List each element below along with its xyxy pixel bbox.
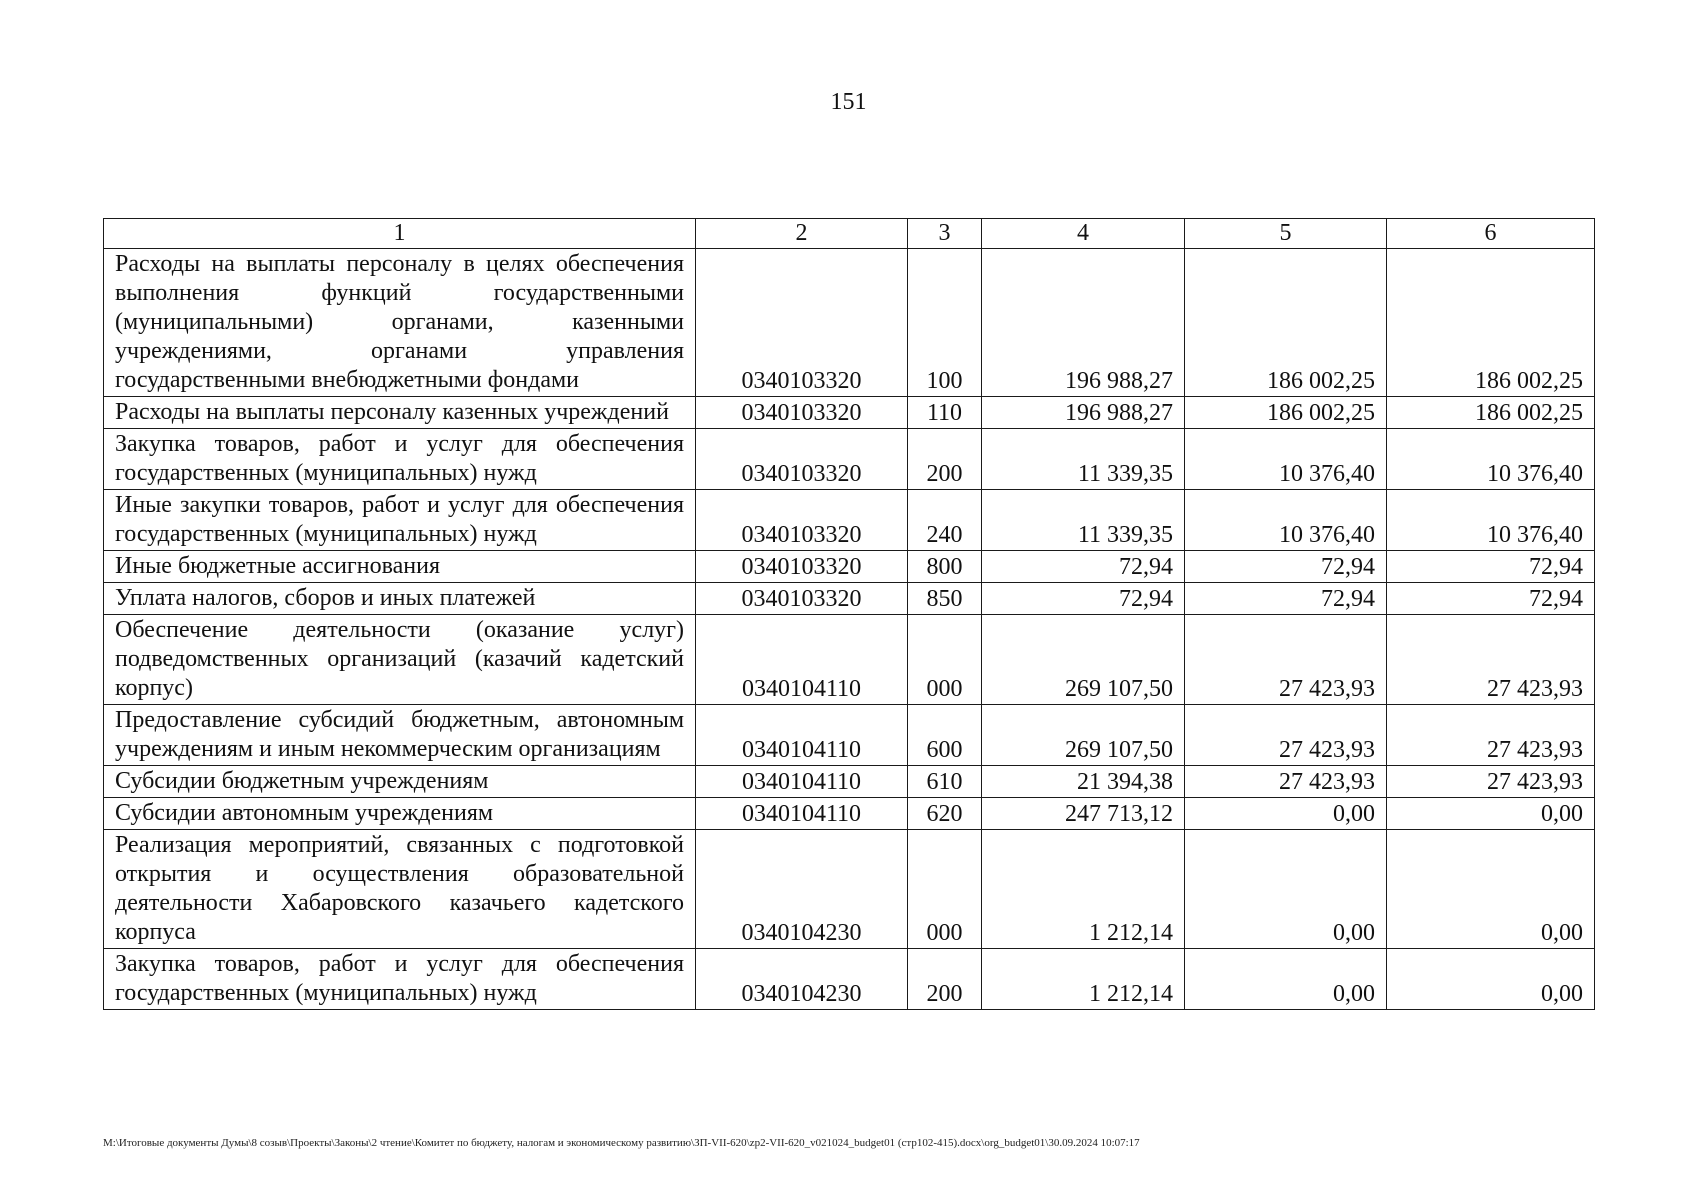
expense-name-cell: Иные закупки товаров, работ и услуг для обеспечения государственных (муниципальных) нужд xyxy=(104,490,696,551)
amount-col6-cell: 72,94 xyxy=(1387,583,1595,615)
expense-type-cell: 850 xyxy=(908,583,982,615)
expense-name-cell: Уплата налогов, сборов и иных платежей xyxy=(104,583,696,615)
amount-col6-cell: 0,00 xyxy=(1387,798,1595,830)
amount-col6-cell: 10 376,40 xyxy=(1387,429,1595,490)
expense-type-cell: 200 xyxy=(908,429,982,490)
amount-col6-cell: 186 002,25 xyxy=(1387,397,1595,429)
amount-col5-cell: 10 376,40 xyxy=(1185,490,1387,551)
page-number: 151 xyxy=(830,89,867,115)
footer-file-path: M:\Итоговые документы Думы\8 созыв\Проекты\Законы\2 чтение\Комитет по бюджету, налогам и экономическому развитию\ЗП-VII-620\zp2-VII-620_v021024_budget01 (стр102-415).docx\org_budget01\30.09.2024 10:07:17 xyxy=(103,1137,1140,1149)
amount-col4-cell: 1 212,14 xyxy=(982,830,1185,949)
amount-col4-cell: 11 339,35 xyxy=(982,429,1185,490)
amount-col6-cell: 72,94 xyxy=(1387,551,1595,583)
amount-col4-cell: 72,94 xyxy=(982,583,1185,615)
amount-col4-cell: 196 988,27 xyxy=(982,397,1185,429)
amount-col6-cell: 27 423,93 xyxy=(1387,766,1595,798)
table-row xyxy=(104,397,1595,429)
table-row xyxy=(104,615,1595,705)
target-code-cell: 0340104230 xyxy=(696,830,908,949)
amount-col5-cell: 72,94 xyxy=(1185,551,1387,583)
expense-type-cell: 620 xyxy=(908,798,982,830)
table-row xyxy=(104,429,1595,490)
expense-name-cell: Закупка товаров, работ и услуг для обеспечения государственных (муниципальных) нужд xyxy=(104,949,696,1010)
amount-col5-cell: 186 002,25 xyxy=(1185,249,1387,397)
amount-col4-cell: 196 988,27 xyxy=(982,249,1185,397)
column-header: 4 xyxy=(982,219,1185,249)
expense-type-cell: 240 xyxy=(908,490,982,551)
amount-col5-cell: 10 376,40 xyxy=(1185,429,1387,490)
amount-col5-cell: 27 423,93 xyxy=(1185,766,1387,798)
expense-name-cell: Расходы на выплаты персоналу казенных учреждений xyxy=(104,397,696,429)
target-code-cell: 0340103320 xyxy=(696,490,908,551)
column-header: 5 xyxy=(1185,219,1387,249)
table-row xyxy=(104,766,1595,798)
amount-col5-cell: 0,00 xyxy=(1185,830,1387,949)
expense-type-cell: 000 xyxy=(908,615,982,705)
column-header: 6 xyxy=(1387,219,1595,249)
amount-col5-cell: 27 423,93 xyxy=(1185,615,1387,705)
amount-col4-cell: 247 713,12 xyxy=(982,798,1185,830)
target-code-cell: 0340103320 xyxy=(696,583,908,615)
column-header: 2 xyxy=(696,219,908,249)
expense-type-cell: 200 xyxy=(908,949,982,1010)
amount-col5-cell: 186 002,25 xyxy=(1185,397,1387,429)
table-header-row xyxy=(104,219,1595,249)
amount-col5-cell: 0,00 xyxy=(1185,949,1387,1010)
table-row xyxy=(104,551,1595,583)
table-body xyxy=(104,249,1595,1010)
expense-name-cell: Субсидии бюджетным учреждениям xyxy=(104,766,696,798)
table-row xyxy=(104,830,1595,949)
target-code-cell: 0340103320 xyxy=(696,551,908,583)
amount-col6-cell: 10 376,40 xyxy=(1387,490,1595,551)
expense-type-cell: 100 xyxy=(908,249,982,397)
amount-col5-cell: 0,00 xyxy=(1185,798,1387,830)
expense-name-cell: Закупка товаров, работ и услуг для обеспечения государственных (муниципальных) нужд xyxy=(104,429,696,490)
amount-col4-cell: 21 394,38 xyxy=(982,766,1185,798)
target-code-cell: 0340104110 xyxy=(696,798,908,830)
expense-type-cell: 110 xyxy=(908,397,982,429)
target-code-cell: 0340103320 xyxy=(696,429,908,490)
expense-name-cell: Иные бюджетные ассигнования xyxy=(104,551,696,583)
expense-name-cell: Расходы на выплаты персоналу в целях обеспечения выполнения функций государственными (муниципальными) органами, казенными учреждениями, органами управления государственными внебюджетными фондами xyxy=(104,249,696,397)
target-code-cell: 0340104110 xyxy=(696,615,908,705)
target-code-cell: 0340104110 xyxy=(696,705,908,766)
target-code-cell: 0340104110 xyxy=(696,766,908,798)
amount-col5-cell: 27 423,93 xyxy=(1185,705,1387,766)
target-code-cell: 0340103320 xyxy=(696,249,908,397)
table-row xyxy=(104,949,1595,1010)
target-code-cell: 0340103320 xyxy=(696,397,908,429)
amount-col4-cell: 269 107,50 xyxy=(982,615,1185,705)
expense-name-cell: Обеспечение деятельности (оказание услуг) подведомственных организаций (казачий кадетский корпус) xyxy=(104,615,696,705)
amount-col4-cell: 11 339,35 xyxy=(982,490,1185,551)
budget-table xyxy=(103,218,1595,1010)
amount-col6-cell: 27 423,93 xyxy=(1387,615,1595,705)
amount-col5-cell: 72,94 xyxy=(1185,583,1387,615)
expense-name-cell: Предоставление субсидий бюджетным, автономным учреждениям и иным некоммерческим организациям xyxy=(104,705,696,766)
expense-type-cell: 600 xyxy=(908,705,982,766)
amount-col4-cell: 72,94 xyxy=(982,551,1185,583)
expense-type-cell: 000 xyxy=(908,830,982,949)
table-row xyxy=(104,583,1595,615)
expense-type-cell: 610 xyxy=(908,766,982,798)
expense-type-cell: 800 xyxy=(908,551,982,583)
amount-col6-cell: 27 423,93 xyxy=(1387,705,1595,766)
target-code-cell: 0340104230 xyxy=(696,949,908,1010)
table-row xyxy=(104,705,1595,766)
expense-name-cell: Реализация мероприятий, связанных с подготовкой открытия и осуществления образовательной деятельности Хабаровского казачьего кадетского корпуса xyxy=(104,830,696,949)
table-row xyxy=(104,249,1595,397)
table-row xyxy=(104,490,1595,551)
amount-col6-cell: 186 002,25 xyxy=(1387,249,1595,397)
amount-col4-cell: 269 107,50 xyxy=(982,705,1185,766)
amount-col6-cell: 0,00 xyxy=(1387,949,1595,1010)
amount-col4-cell: 1 212,14 xyxy=(982,949,1185,1010)
expense-name-cell: Субсидии автономным учреждениям xyxy=(104,798,696,830)
amount-col6-cell: 0,00 xyxy=(1387,830,1595,949)
table-row xyxy=(104,798,1595,830)
column-header: 3 xyxy=(908,219,982,249)
column-header: 1 xyxy=(104,219,696,249)
